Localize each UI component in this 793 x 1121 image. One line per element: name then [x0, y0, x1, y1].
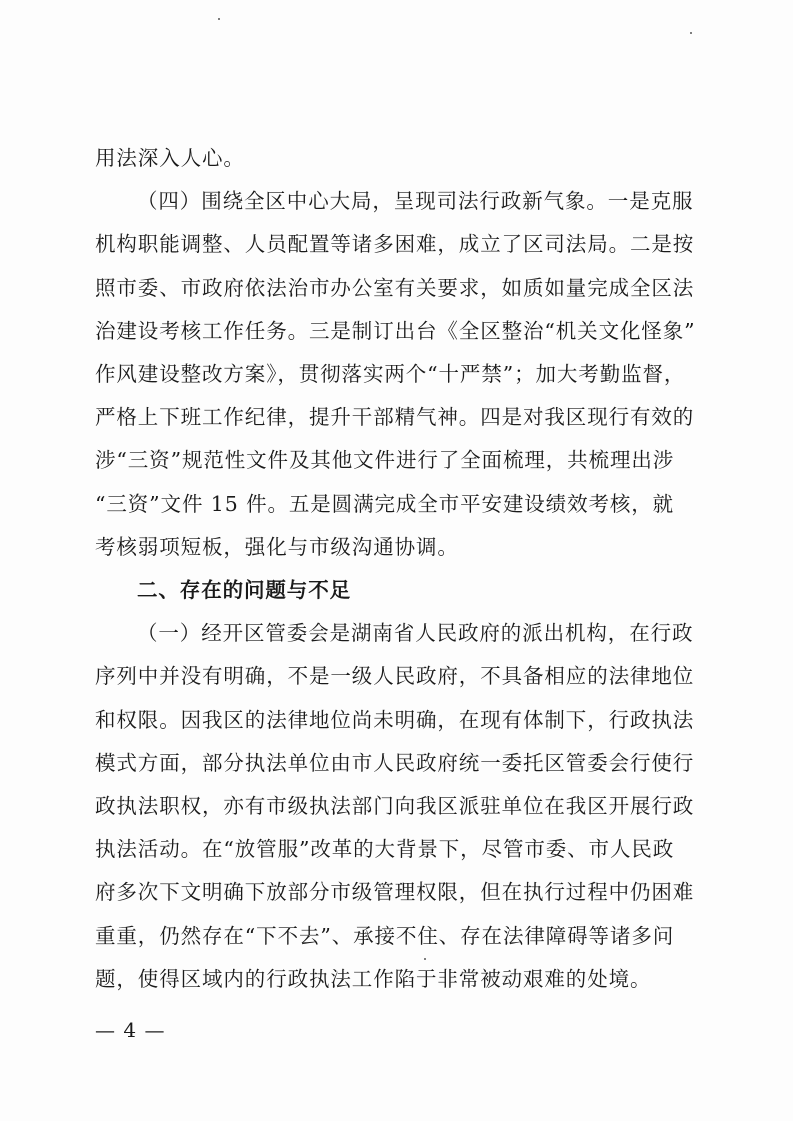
section-heading: 二、存在的问题与不足	[137, 578, 351, 602]
paragraph-line: 和权限。因我区的法律地位尚未明确，在现有体制下，行政执法	[95, 707, 695, 732]
paragraph-line: 政执法职权，亦有市级执法部门向我区派驻单位在我区开展行政	[95, 794, 695, 818]
paragraph-line: （四）围绕全区中心大局，呈现司法行政新气象。一是克服	[137, 189, 694, 214]
scan-speck	[690, 32, 692, 34]
paragraph-line: 重重，仍然存在“下不去”、承接不住、存在法律障碍等诸多问	[95, 923, 675, 948]
scan-speck	[424, 958, 426, 960]
paragraph-line: 题，使得区域内的行政执法工作陷于非常被动艰难的处境。	[95, 966, 652, 991]
paragraph-line: “三资”文件 15 件。五是圆满完成全市平安建设绩效考核，就	[95, 491, 675, 516]
paragraph-line: 执法活动。在“放管服”改革的大背景下，尽管市委、市人民政	[95, 837, 675, 862]
paragraph-line: 模式方面，部分执法单位由市人民政府统一委托区管委会行使行	[95, 750, 695, 775]
paragraph-line: （一）经开区管委会是湖南省人民政府的派出机构，在行政	[137, 621, 694, 646]
paragraph-line: 用法深入人心。	[95, 146, 245, 170]
paragraph-line: 作风建设整改方案》，贯彻落实两个“十严禁”；加大考勤监督，	[95, 362, 686, 386]
paragraph-line: 涉“三资”规范性文件及其他文件进行了全面梳理，共梳理出涉	[95, 448, 675, 473]
paragraph-line: 治建设考核工作任务。三是制订出台《全区整治“机关文化怪象”	[95, 318, 696, 343]
paragraph-line: 府多次下文明确下放部分市级管理权限，但在执行过程中仍困难	[95, 880, 695, 905]
paragraph-line: 机构职能调整、人员配置等诸多困难，成立了区司法局。二是按	[95, 232, 695, 257]
page-number: — 4 —	[95, 1018, 166, 1042]
paragraph-line: 照市委、市政府依法治市办公室有关要求，如质如量完成全区法	[95, 275, 695, 300]
paragraph-line: 考核弱项短板，强化与市级沟通协调。	[95, 534, 459, 559]
paragraph-line: 严格上下班工作纪律，提升干部精气神。四是对我区现行有效的	[95, 405, 695, 430]
scan-speck	[218, 18, 220, 20]
paragraph-line: 序列中并没有明确，不是一级人民政府，不具备相应的法律地位	[95, 664, 695, 689]
